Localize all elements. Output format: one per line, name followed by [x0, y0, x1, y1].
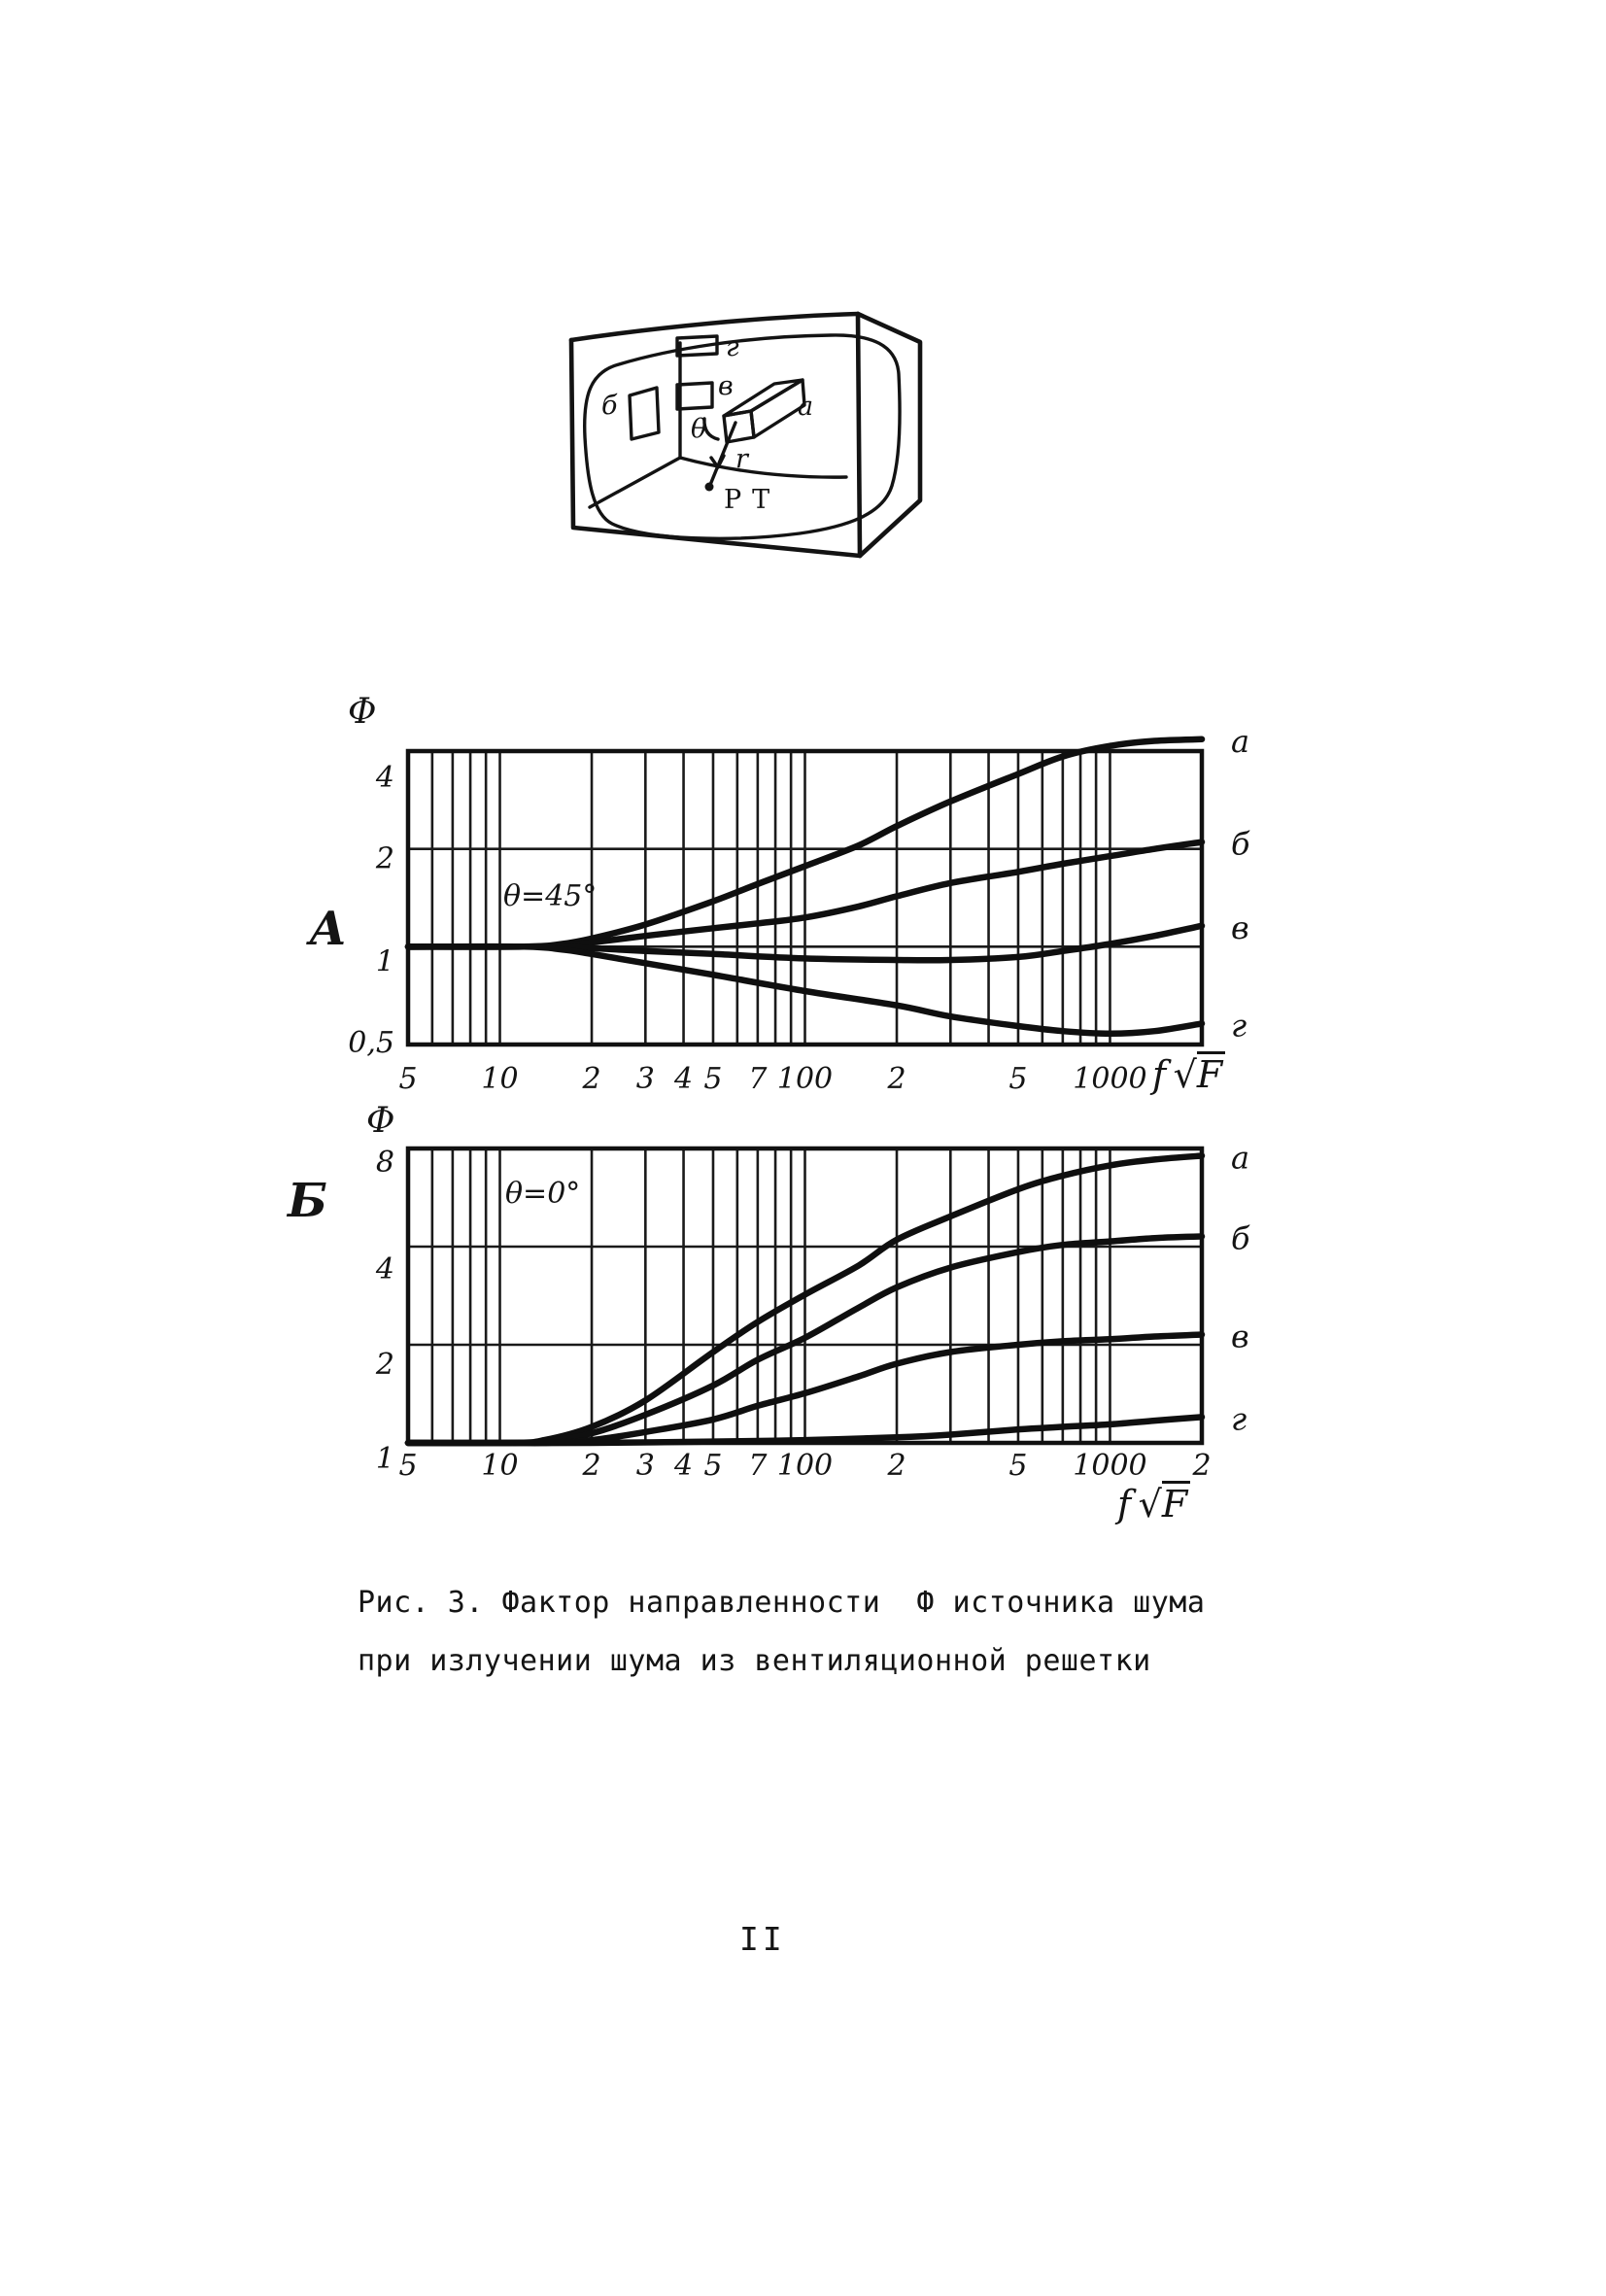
- label-calc-point: РТ: [724, 485, 781, 515]
- page-number: II: [739, 1920, 786, 1958]
- room-sketch: [539, 277, 928, 568]
- curve-label-б: б: [1231, 1219, 1250, 1257]
- x-tick-100: 100: [776, 1062, 834, 1096]
- figure-caption-line2: при излучении шума из вентиляционной решетки: [358, 1644, 1151, 1678]
- label-window-left: б: [601, 391, 618, 421]
- grille-left-wall: [630, 388, 659, 439]
- y-tick-1: 1: [375, 944, 394, 979]
- radicand-F: F: [1197, 1051, 1225, 1093]
- x-tick-20: 2: [582, 1062, 601, 1096]
- chart-b-theta-0: [301, 1079, 1380, 1545]
- x-tick-200: 2: [887, 1449, 906, 1483]
- x-tick-1000: 1000: [1073, 1449, 1147, 1483]
- f-symbol: f: [1152, 1053, 1167, 1096]
- x-tick-70: 7: [748, 1062, 768, 1096]
- y-axis-symbol-a: Φ: [348, 692, 377, 732]
- duct-box: [724, 380, 804, 442]
- x-tick-1000: 1000: [1073, 1062, 1147, 1096]
- label-radius-r: r: [735, 444, 748, 474]
- calc-point-dot: [705, 483, 714, 492]
- annotation-theta: θ=45°: [503, 879, 598, 913]
- y-tick-4: 4: [375, 761, 394, 795]
- x-tick-20: 2: [582, 1449, 601, 1483]
- y-tick-2: 2: [375, 1348, 394, 1382]
- grille-middle: [677, 383, 712, 409]
- radical-sign: √: [1138, 1483, 1162, 1525]
- curve-label-г: г: [1231, 1400, 1247, 1438]
- x-tick-40: 4: [674, 1449, 694, 1483]
- curve-label-а: а: [1231, 1139, 1250, 1177]
- panel-label-b: Б: [288, 1174, 328, 1228]
- x-axis-unit-b: [1117, 1481, 1190, 1525]
- y-tick-1: 1: [375, 1442, 394, 1476]
- x-tick-10: 10: [481, 1449, 519, 1483]
- x-tick-500: 5: [1008, 1449, 1028, 1483]
- x-tick-40: 4: [674, 1062, 694, 1096]
- y-axis-symbol-b: Φ: [366, 1101, 395, 1141]
- y-tick-2: 2: [375, 841, 394, 876]
- curve-label-б: б: [1231, 825, 1250, 863]
- x-tick-500: 5: [1008, 1062, 1028, 1096]
- x-tick-70: 7: [748, 1449, 768, 1483]
- y-tick-8: 8: [375, 1146, 394, 1180]
- x-tick-50: 5: [703, 1062, 723, 1096]
- x-tick-5: 5: [398, 1449, 418, 1483]
- label-grille-mid: в: [718, 371, 734, 401]
- radical-sign: √: [1173, 1053, 1197, 1096]
- x-tick-30: 3: [635, 1449, 655, 1483]
- room-wall-floor-edges: [590, 343, 846, 507]
- room-outer-box: [571, 314, 920, 556]
- figure-caption-line1: Рис. 3. Фактор направленности Ф источника шума: [358, 1586, 1206, 1620]
- curve-label-г: г: [1231, 1007, 1247, 1045]
- label-grille-top: г: [726, 332, 739, 362]
- label-angle-theta: θ: [691, 414, 707, 444]
- radicand-F: F: [1162, 1481, 1190, 1523]
- x-tick-2000: 2: [1192, 1449, 1212, 1483]
- x-tick-30: 3: [635, 1062, 655, 1096]
- x-tick-50: 5: [703, 1449, 723, 1483]
- curve-label-а: а: [1231, 722, 1250, 760]
- f-symbol: f: [1117, 1483, 1132, 1525]
- panel-label-a: А: [309, 902, 348, 956]
- label-duct: а: [798, 392, 814, 422]
- y-tick-0,5: 0,5: [348, 1026, 394, 1060]
- annotation-theta: θ=0°: [505, 1177, 581, 1211]
- curve-label-в: в: [1231, 1318, 1249, 1355]
- curve-label-в: в: [1231, 908, 1249, 946]
- x-tick-200: 2: [887, 1062, 906, 1096]
- y-tick-4: 4: [375, 1252, 394, 1286]
- x-tick-5: 5: [398, 1062, 418, 1096]
- x-tick-10: 10: [481, 1062, 519, 1096]
- x-tick-100: 100: [776, 1449, 834, 1483]
